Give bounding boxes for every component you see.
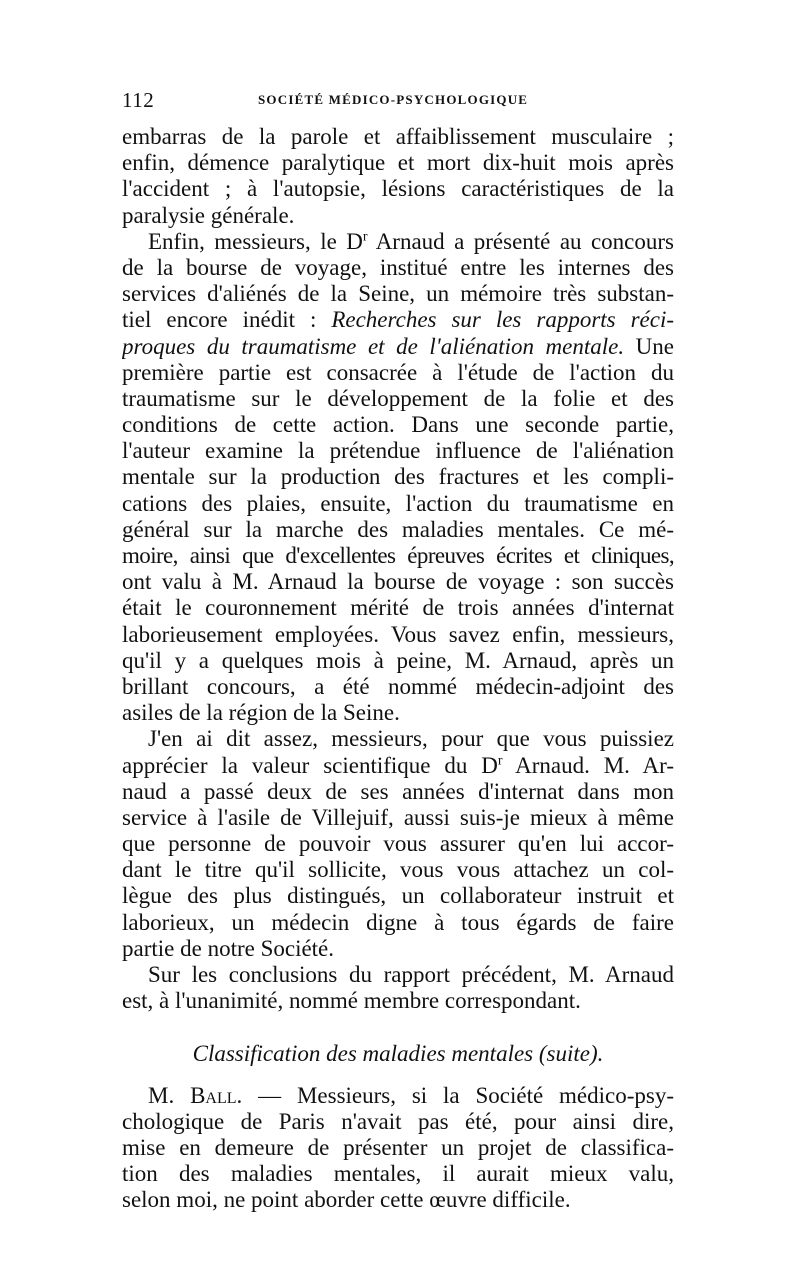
text-line: services d'aliénés de la Seine, un mémoire très substan- — [122, 281, 674, 307]
text-line: naud a passé deux de ses années d'internat dans mon — [122, 778, 674, 804]
text-line: général sur la marche des maladies mentales. Ce mé- — [122, 516, 674, 542]
superscript: r — [497, 752, 503, 768]
text-span: Une — [624, 333, 674, 359]
italic-title: Recherches sur les rapports réci- — [331, 307, 674, 333]
text-line: première partie est consacrée à l'étude de l'action du — [122, 359, 674, 385]
body-text — [122, 124, 674, 1214]
text-line: service à l'asile de Villejuif, aussi suis-je mieux à même — [122, 804, 674, 830]
speaker-name: Ball. — [190, 1082, 243, 1108]
text-line: embarras de la parole et affaiblissement musculaire ; — [122, 124, 674, 149]
text-line: laborieusement employées. Vous savez enfin, messieurs, — [122, 621, 674, 647]
text-line: l'accident ; à l'autopsie, lésions caractéristiques de la — [122, 176, 674, 202]
text-line: selon moi, ne point aborder cette œuvre difficile. — [122, 1187, 571, 1213]
text-line: mise en demeure de présenter un projet de classifica- — [122, 1134, 674, 1160]
superscript: r — [362, 229, 368, 245]
spacer — [122, 1068, 674, 1083]
text-line: mentale sur la production des fractures et les compli- — [122, 464, 674, 490]
text-line: J'en ai dit assez, messieurs, pour que vous puissiez — [148, 726, 674, 752]
text-span: tiel encore inédit : — [122, 307, 332, 333]
text-line — [122, 229, 674, 255]
text-line: chologique de Paris n'avait pas été, pour ainsi dire, — [122, 1108, 674, 1134]
text-line: était le couronnement mérité de trois années d'internat — [122, 595, 674, 621]
text-line: moire, ainsi que d'excellentes épreuves écrites et cliniques, — [122, 543, 674, 568]
text-line: cations des plaies, ensuite, l'action du traumatisme en — [122, 490, 674, 516]
section-heading-text: Classification des maladies mentales (suite). — [192, 1041, 604, 1067]
text-line: Sur les conclusions du rapport précédent, M. Arnaud — [148, 962, 674, 987]
text-line: qu'il y a quelques mois à peine, M. Arnaud, après un — [122, 647, 674, 673]
text-line: tion des maladies mentales, il aurait mieux valu, — [122, 1161, 674, 1187]
running-title: SOCIÉTÉ MÉDICO-PSYCHOLOGIQUE — [258, 92, 529, 107]
text-line: enfin, démence paralytique et mort dix-huit mois après — [122, 150, 674, 176]
text-line: l'auteur examine la prétendue influence de l'aliénation — [122, 438, 674, 464]
text-line — [122, 1083, 674, 1109]
text-line: est, à l'unanimité, nommé membre correspondant. — [122, 988, 581, 1014]
running-head — [122, 88, 682, 112]
text-line: que personne de pouvoir vous assurer qu'en lui accor- — [122, 831, 674, 857]
text-line: traumatisme sur le développement de la folie et des — [122, 385, 674, 411]
text-line: partie de notre Société. — [122, 935, 335, 961]
text-line: brillant concours, a été nommé médecin-adjoint des — [122, 673, 674, 699]
text-line: conditions de cette action. Dans une seconde partie, — [122, 412, 674, 438]
text-line — [122, 307, 674, 333]
text-line: laborieux, un médecin digne à tous égards de faire — [122, 909, 674, 935]
text-line: asiles de la région de la Seine. — [122, 700, 400, 726]
page-number: 112 — [122, 88, 155, 112]
text-line — [122, 334, 674, 360]
text-line — [122, 753, 674, 779]
section-heading — [122, 1041, 674, 1067]
text-span: Enfin, messieurs, le D — [148, 228, 363, 254]
text-span: M. — [148, 1082, 191, 1108]
text-line: lègue des plus distingués, un collaborateur instruit et — [122, 883, 674, 909]
text-line: paralysie générale. — [122, 202, 295, 228]
text-line: ont valu à M. Arnaud la bourse de voyage : son succès — [122, 569, 674, 595]
text-span: Arnaud. M. Ar- — [502, 752, 674, 778]
text-line: de la bourse de voyage, institué entre les internes des — [122, 254, 674, 280]
text-line: dant le titre qu'il sollicite, vous vous attachez un col- — [122, 857, 674, 883]
spacer — [122, 1014, 674, 1041]
text-span: Arnaud a présenté au concours — [367, 228, 674, 254]
text-span: — Messieurs, si la Société médico-psy- — [242, 1082, 674, 1108]
italic-title: proques du traumatisme et de l'aliénation mentale. — [122, 333, 625, 359]
text-span: apprécier la valeur scientifique du D — [122, 752, 498, 778]
